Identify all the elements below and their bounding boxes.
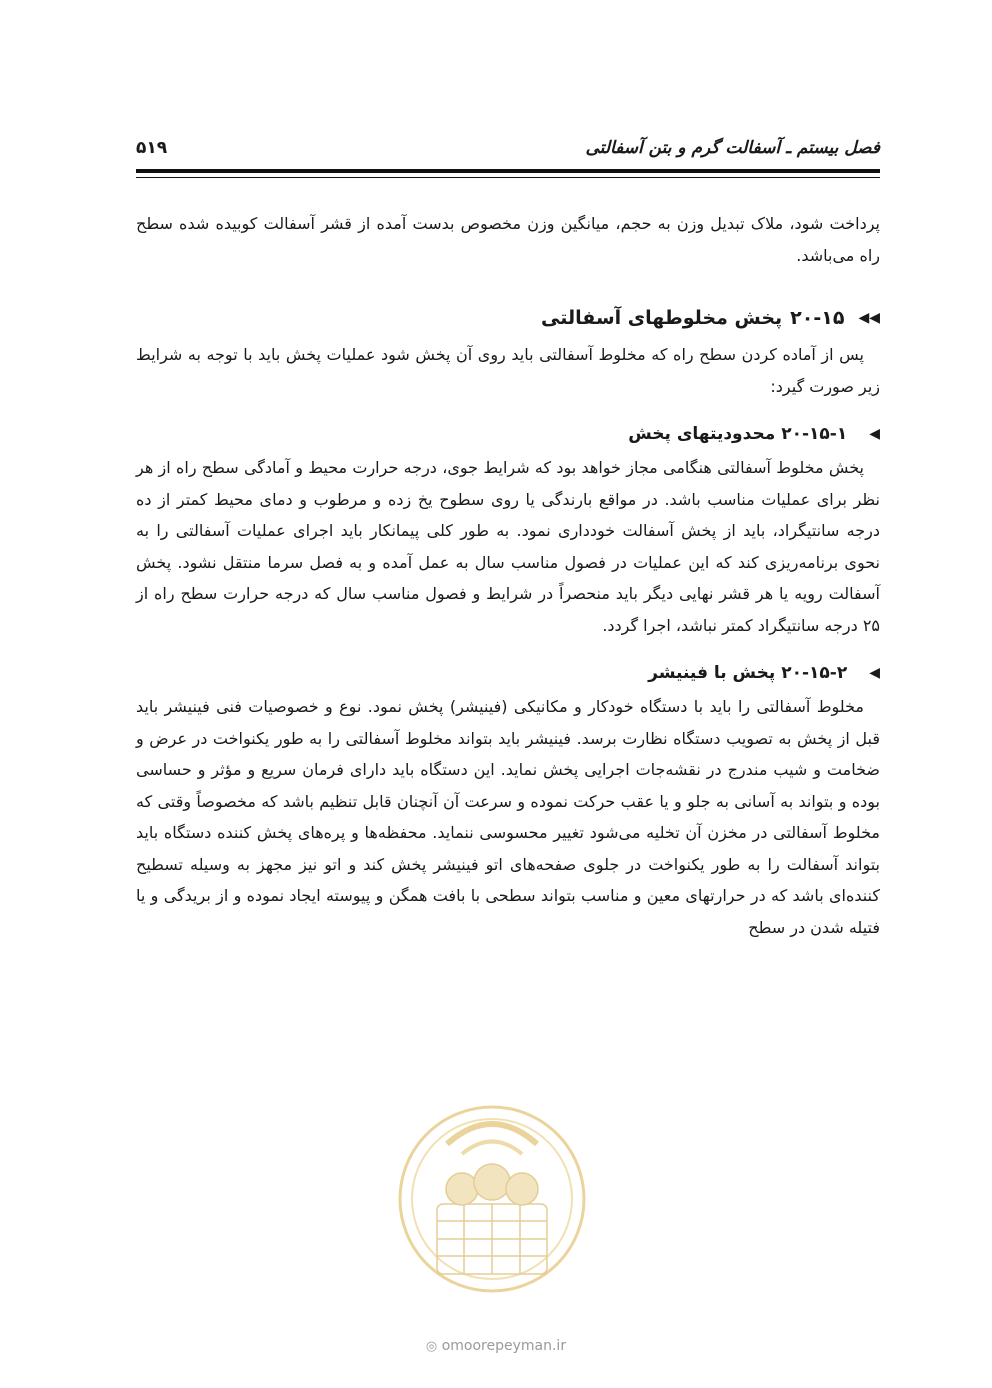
at-icon: ◎ — [425, 1339, 438, 1354]
chapter-title: فصل بیستم ـ آسفالت گرم و بتن آسفالتی — [585, 138, 880, 158]
header-rule-thick — [136, 169, 880, 173]
page-header — [136, 128, 880, 168]
section-number: ۲۰-۱۵ — [790, 307, 845, 329]
website-label: omoorepeyman.ir — [441, 1338, 567, 1354]
subsection-1-heading-text — [628, 424, 847, 444]
subsection-1-title: محدودیتهای پخش — [628, 424, 776, 444]
intro-paragraph: پرداخت شود، ملاک تبدیل وزن به حجم، میانگین وزن مخصوص بدست آمده از قشر آسفالت کوبیده شده سطح راه می‌باشد. — [136, 214, 880, 265]
subsection-2-paragraph: مخلوط آسفالتی را باید با دستگاه خودکار و مکانیکی (فینیشر) پخش نمود. نوع و خصوصیات فنی فینیشر باید قبل از پخش به تصویب دستگاه نظارت برسد. فینیشر باید بتواند مخلوط آسفالتی را به طور یکنواخت در عرض و ضخامت و شیب مندرج در نقشه‌جات اجرایی پخش نماید. این دستگاه باید دارای فرمان سریع و مؤثر و حساسی بوده و بتواند به آسانی به جلو و یا عقب حرکت نموده و سرعت آن آنچنان قابل تنظیم باشد که مخصوصاً وقتی که مخلوط آسفالتی در مخزن آن تخلیه می‌شود تغییر محسوسی ننماید. محفظه‌ها و پره‌های پخش کننده دستگاه باید بتواند آسفالت را به طور یکنواخت در جلوی صفحه‌های اتو فینیشر پخش کند و اتو نیز مجهز به وسیله تسطیح کننده‌ای باشد که در حرارتهای معین و مناسب بتواند سطحی با بافت همگن و پیوسته ایجاد نموده و از بریدگی و یا فتیله شدن در سطح — [136, 697, 880, 937]
triangle-icon: ◀ — [869, 426, 880, 442]
subsection-2-heading — [136, 663, 880, 683]
subsection-1-number: ۲۰-۱۵-۱ — [781, 424, 848, 444]
page-number: ۵۱۹ — [136, 138, 168, 158]
footer-website — [0, 1338, 992, 1354]
subsection-2-number: ۲۰-۱۵-۲ — [781, 663, 848, 683]
double-triangle-icon: ◀◀ — [858, 310, 880, 326]
section-paragraph: پس از آماده کردن سطح راه که مخلوط آسفالتی باید روی آن پخش شود عملیات پخش باید با توجه به شرایط زیر صورت گیرد: — [136, 345, 880, 396]
page-content — [136, 208, 880, 943]
omoorepeyman-seal-icon — [392, 1084, 592, 1314]
subsection-1-heading — [136, 424, 880, 444]
triangle-icon: ◀ — [869, 665, 880, 681]
subsection-2-title: پخش با فینیشر — [648, 663, 776, 683]
header-rule-thin — [136, 177, 880, 178]
subsection-1-paragraph: پخش مخلوط آسفالتی هنگامی مجاز خواهد بود که شرایط جوی، درجه حرارت محیط و آمادگی سطح راه از هر نظر برای عملیات مناسب باشد. در مواقع بارندگی یا روی سطوح یخ زده و مرطوب و دمای محیط کمتر از ده درجه سانتیگراد، باید از پخش آسفالت خودداری نمود. به طور کلی پیمانکار باید اجرای عملیات آسفالتی را به نحوی برنامه‌ریزی کند که این عملیات در فصول مناسب سال به عمل آمده و به فصل سرما منتقل نشود. پخش آسفالت رویه یا هر قشر نهایی دیگر باید منحصراً در شرایط و فصول مناسب سال که درجه حرارت سطح راه از ۲۵ درجه سانتیگراد کمتر نباشد، اجرا گردد. — [136, 458, 880, 635]
section-title: پخش مخلوطهای آسفالتی — [541, 307, 783, 329]
section-heading — [136, 307, 880, 329]
subsection-2-heading-text — [648, 663, 847, 683]
